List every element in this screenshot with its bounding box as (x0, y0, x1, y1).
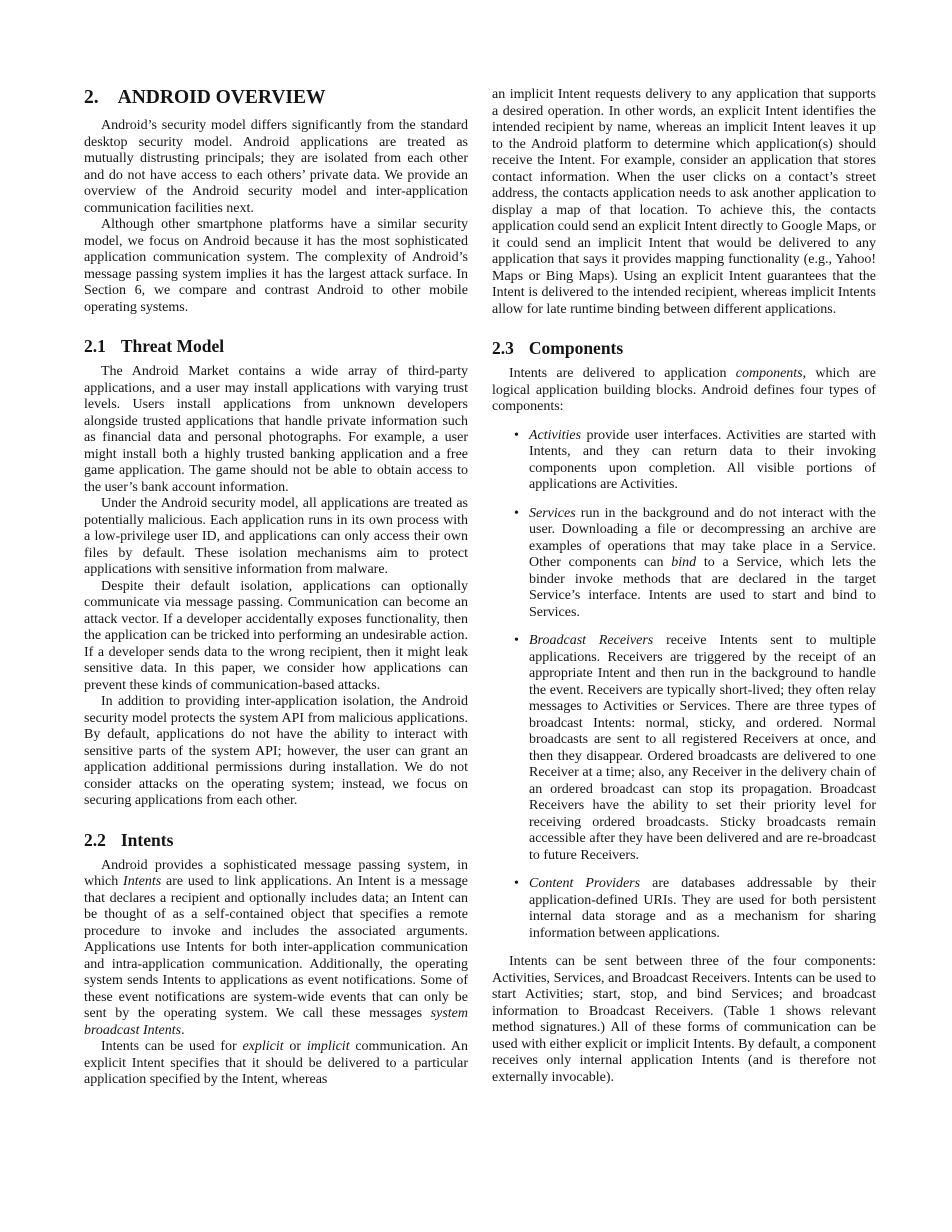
section-title: Components (528, 338, 624, 358)
section-number: 2.3 (492, 338, 514, 358)
italic-text: implicit (306, 1039, 350, 1054)
paragraph: Although other smartphone platforms have a similar security model, we focus on Android because it has the most sophisticated application communication system. The complexity of Android’s message passing system implies it has the largest attack surface. In Section 6, we compare and contrast Android to other mobile operating systems. (84, 217, 468, 315)
italic-text: Broadcast Receivers (529, 633, 654, 648)
italic-text: components (735, 366, 803, 381)
right-column (492, 87, 876, 1089)
paragraph: In addition to providing inter-application isolation, the Android security model protects the system API from malicious applications. By default, applications do not have the ability to interact with sensitive parts of the system API; however, the user can grant an application additional permissions during installation. We do not consider attacks on the operating system; instead, we focus on securing applications from each other. (84, 694, 468, 808)
paragraph: Intents can be sent between three of the four components: Activities, Services, and Broadcast Receivers. Intents can be used to start Activities; start, stop, and bind Services; and broadcast information to Broadcast Receivers. (Table 1 shows relevant method signatures.) All of these forms of communication can be used with either explicit or implicit Intents. By default, a component receives only internal application Intents (and is therefore not externally invocable). (492, 954, 876, 1085)
italic-text: Activities (529, 427, 582, 443)
italic-text: explicit (242, 1039, 284, 1054)
italic-text: Intents (123, 874, 162, 889)
bullet-item: • Activities provide user interfaces. Activities are started with Intents, and they can return data to their invoking components upon completion. All visible portions of applications are Activities. (529, 428, 876, 494)
section-heading (84, 336, 468, 356)
section-heading (492, 338, 876, 358)
section-title: Intents (120, 829, 174, 850)
bullet-item: • Services run in the background and do not interact with the user. Downloading a file or decompressing an archive are examples of operations that may take place in a Service. Other components can bind to a Service, which lets the binder invoke methods that are declared in the target Service’s interface. Intents are used to start and bind to Services. (529, 506, 876, 622)
section-title: ANDROID OVERVIEW (117, 87, 326, 108)
paragraph: Intents can be used for explicit or implicit communication. An explicit Intent specifies that it should be delivered to a particular application specified by the Intent, whereas (84, 1039, 469, 1087)
section-heading (84, 87, 468, 109)
paragraph: Under the Android security model, all applications are treated as potentially malicious. Each application runs in its own process with a low-privilege user ID, and applications can only access their own files by default. These isolation mechanisms aim to protect applications with sensitive information from malware. (84, 496, 468, 577)
section-title: Threat Model (120, 336, 225, 356)
italic-text: Content Providers (529, 876, 641, 891)
paragraph: Android provides a sophisticated message passing system, in which Intents are used to link applications. An Intent is a message that declares a recipient and optionally includes data; an Intent can be thought of as a self-contained object that specifies a remote procedure to invoke and includes the associated arguments. Applications use Intents for both inter-application communication and intra-application communication. Additionally, the operating system sends Intents to applications as event notifications. Some of these event notifications are system-wide events that can only be sent by the operating system. We call these messages system broadcast Intents. (84, 857, 468, 1038)
italic-text: Services (529, 505, 576, 521)
paragraph: Intents are delivered to application components, which are logical application building blocks. Android defines four types of components: (492, 366, 876, 414)
bullet-list (492, 428, 876, 943)
section-number: 2.2 (84, 829, 106, 850)
bullet-item: • Broadcast Receivers receive Intents sent to multiple applications. Receivers are triggered by the receipt of an appropriate Intent and then run in the background to handle the event. Receivers are typically short-lived; they often relay messages to Activities or Services. There are three types of broadcast Intents: normal, sticky, and ordered. Normal broadcasts are sent to all registered Receivers at once, and then they disappear. Ordered broadcasts are delivered to one Receiver at a time; also, any Receiver in the delivery chain of an ordered broadcast can stop its propagation. Broadcast Receivers have the ability to set their priority level for receiving ordered broadcasts. Sticky broadcasts remain accessible after they have been delivered and are re-broadcast to future Receivers. (529, 633, 876, 864)
section-number: 2. (84, 87, 99, 108)
section-number: 2.1 (84, 336, 106, 356)
italic-text: system broadcast Intents (84, 1006, 468, 1038)
bullet-item: • Content Providers are databases addressable by their application-defined URIs. They are used for both persistent internal data storage and as a mechanism for sharing information between applications. (529, 876, 876, 942)
paragraph: The Android Market contains a wide array of third-party applications, and a user may install applications with varying trust levels. Users install applications from unknown developers alongside trusted applications that handle private information such as financial data and personal photographs. For example, a user might install both a highly trusted banking application and a free game application. The game should not be able to obtain access to the user’s bank account information. (84, 364, 468, 495)
left-column (84, 87, 468, 1089)
paragraph: Despite their default isolation, applications can optionally communicate via message passing. Communication can become an attack vector. If a developer accidentally exposes functionality, then the application can be tricked into performing an undesirable action. If a developer sends data to the wrong recipient, then it might leak sensitive data. In this paper, we consider how applications can prevent these kinds of communication-based attacks. (84, 578, 468, 693)
italic-text: bind (671, 555, 697, 570)
paragraph: Android’s security model differs significantly from the standard desktop security model. Android applications are treated as mutually distrusting principals; they are isolated from each other and do not have access to each others’ private data. We provide an overview of the Android security model and inter-application communication facilities next. (84, 118, 468, 216)
section-heading (84, 830, 468, 850)
paragraph: an implicit Intent requests delivery to any application that supports a desired operation. In other words, an explicit Intent identifies the intended recipient by name, whereas an implicit Intent leaves it up to the Android platform to determine which application(s) should receive the Intent. For example, consider an application that stores contact information. When the user clicks on a contact’s street address, the contacts application needs to ask another application to display a map of that location. To achieve this, the contacts application could send an explicit Intent directly to Google Maps, or it could send an implicit Intent that would be delivered to any application that says it provides mapping functionality (e.g., Yahoo! Maps or Bing Maps). Using an explicit Intent guarantees that the Intent is delivered to the intended recipient, whereas implicit Intents allow for late runtime binding between different applications. (492, 87, 876, 317)
